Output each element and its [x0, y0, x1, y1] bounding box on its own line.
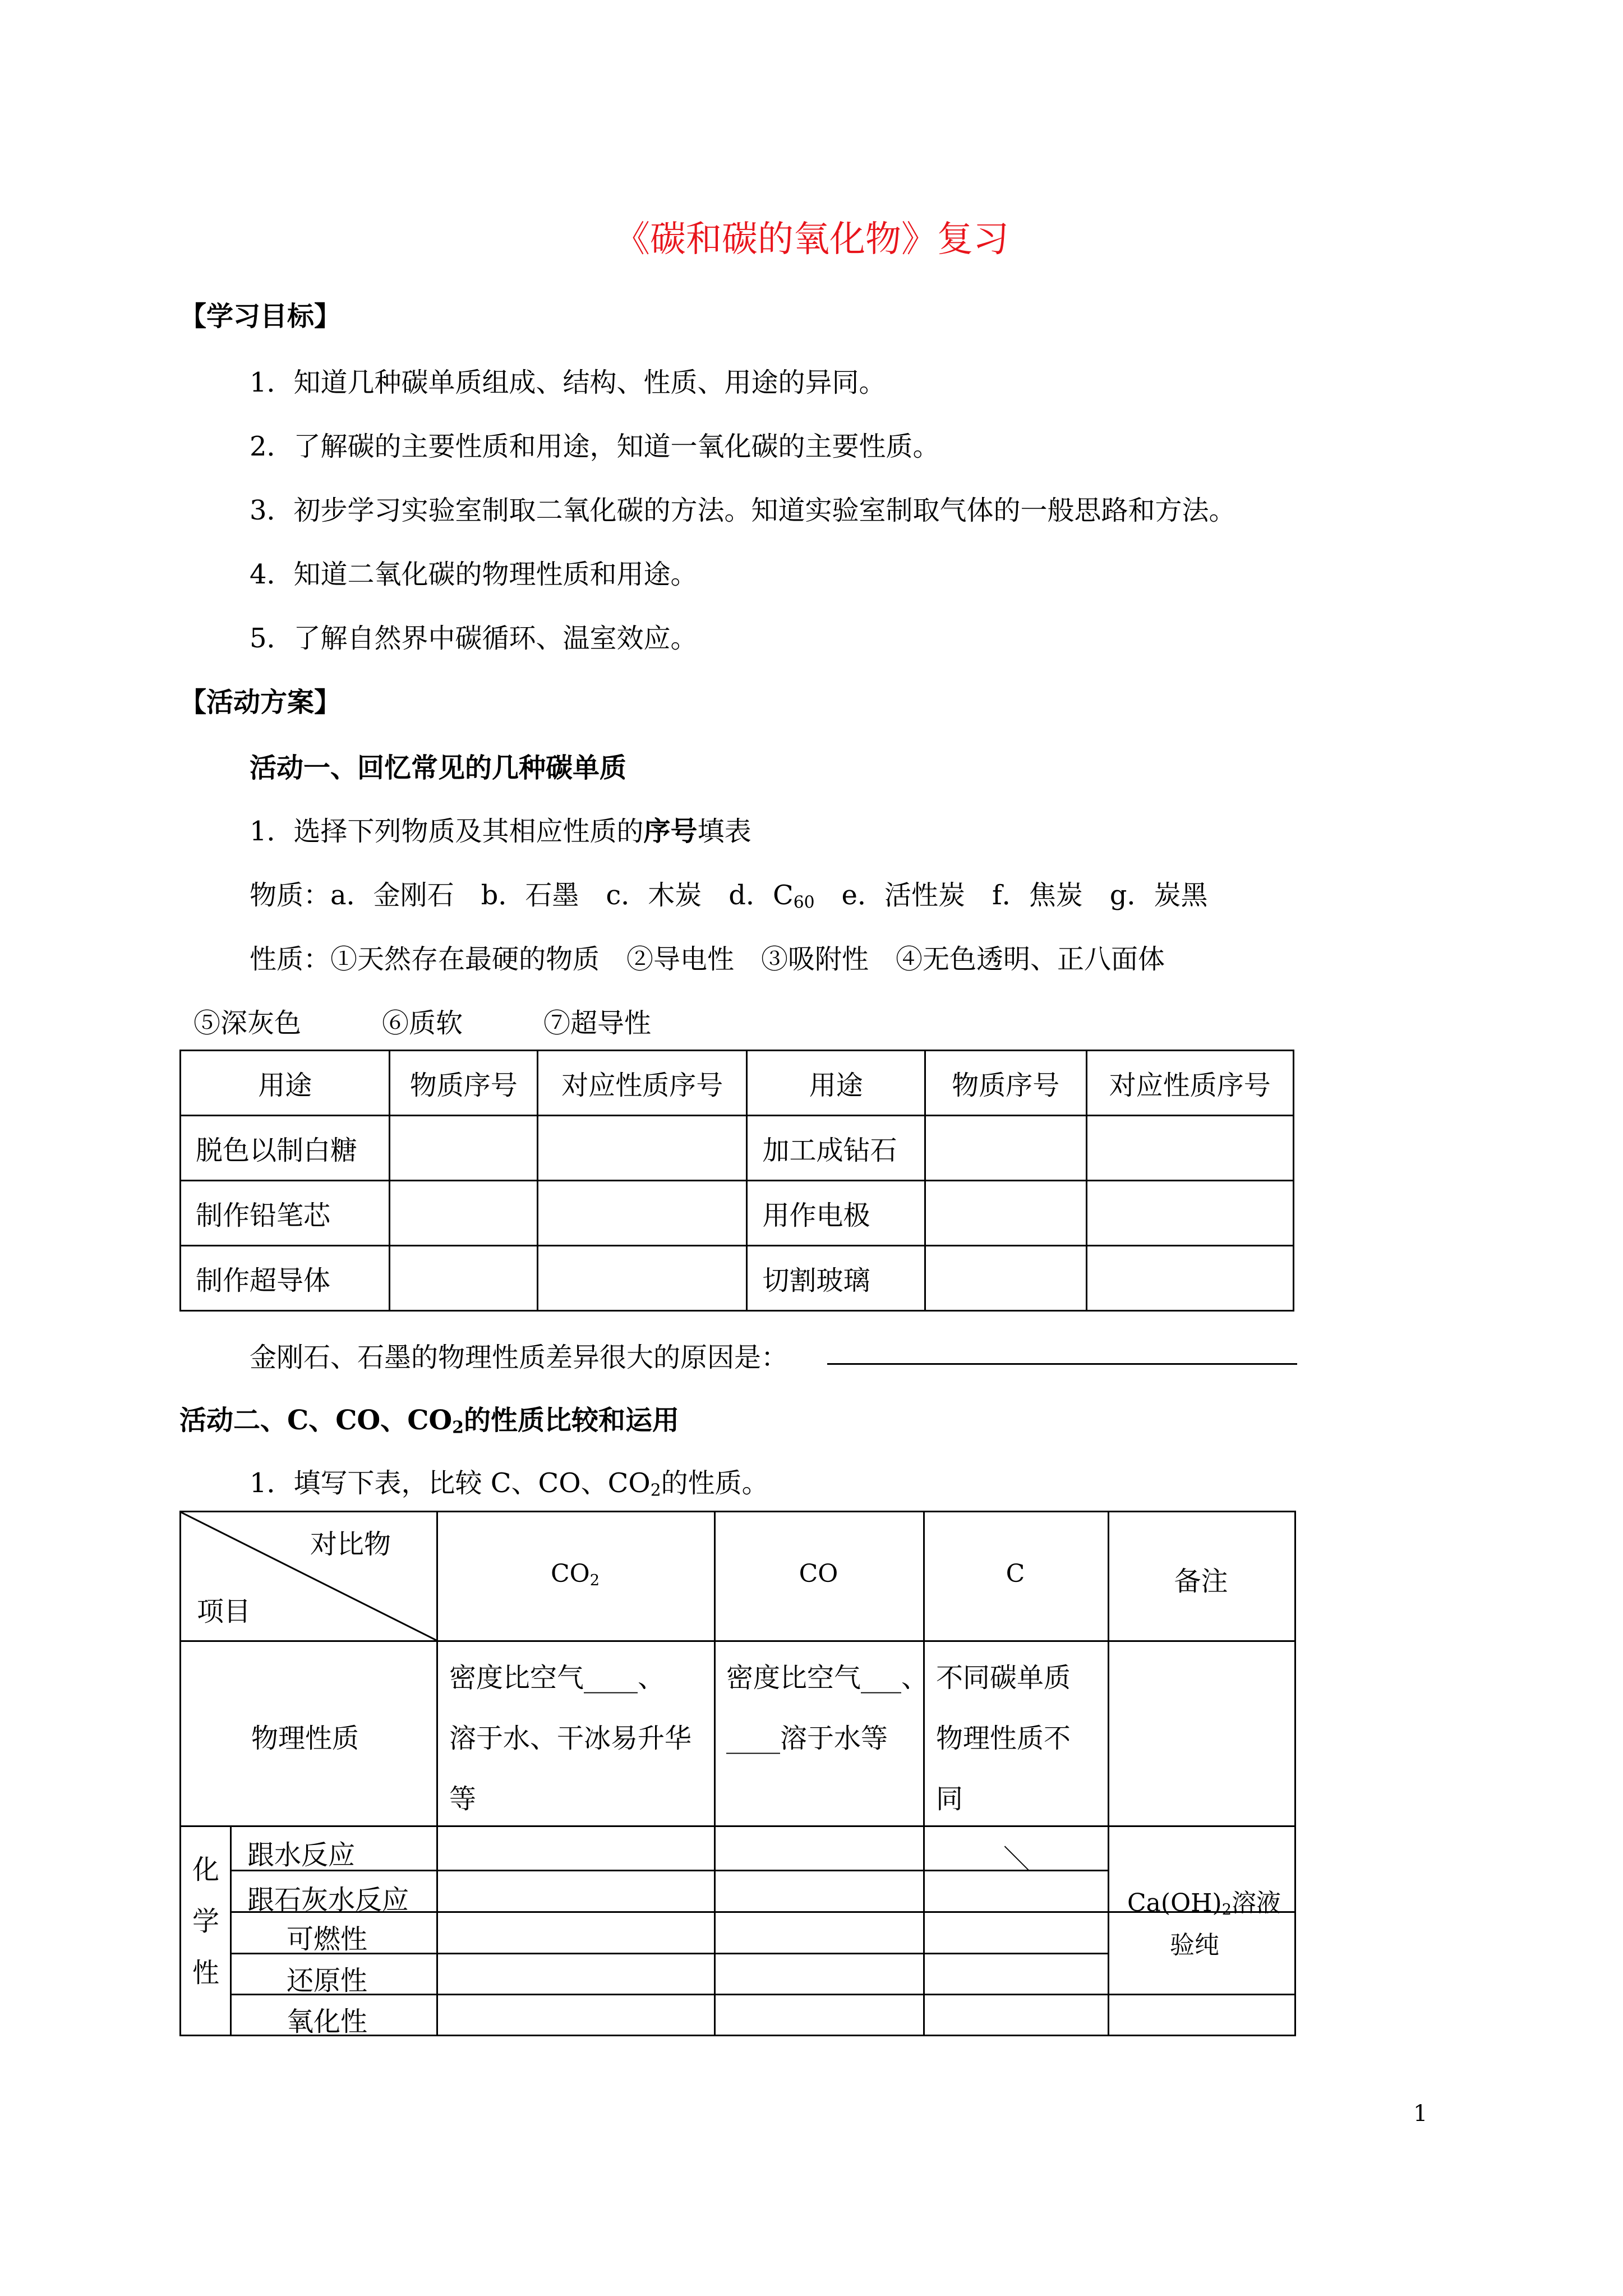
chemical-row-label: 还原性 — [287, 1965, 368, 1996]
header-property-no: 对应性质序号 — [1086, 1051, 1293, 1116]
carbon-usage-table — [179, 1050, 1294, 1312]
comparison-table — [179, 1511, 1296, 2036]
activity1-question1 — [250, 809, 751, 848]
answer-cell[interactable] — [1086, 1116, 1293, 1181]
header-substance-no: 物质序号 — [925, 1051, 1086, 1116]
physical-co2-line: 密度比空气____、 — [449, 1662, 665, 1694]
header-use: 用途 — [181, 1051, 390, 1116]
properties-line-2: ⑤深灰色 ⑥质软 ⑦超导性 — [193, 1007, 652, 1039]
grid-line — [714, 1512, 716, 2035]
question1-bold: 序号 — [643, 816, 698, 847]
substances-prefix: 物质：a．金刚石 b．石墨 c．木炭 d．C — [250, 880, 794, 911]
activity2-question1 — [250, 1461, 769, 1501]
activity2-heading-prefix: 活动二、C、CO、CO — [179, 1405, 453, 1436]
note-limewater-prefix: Ca(OH) — [1127, 1889, 1222, 1917]
activity2-question1-subscript: 2 — [650, 1480, 661, 1501]
chemical-row-label: 跟水反应 — [247, 1839, 356, 1871]
reason-question: 金刚石、石墨的物理性质差异很大的原因是： — [250, 1342, 789, 1373]
answer-cell[interactable] — [925, 1116, 1086, 1181]
answer-cell[interactable] — [1086, 1181, 1293, 1246]
header-project: 项目 — [197, 1596, 251, 1627]
goal-item: 4．知道二氧化碳的物理性质和用途。 — [250, 559, 698, 590]
goal-item: 3．初步学习实验室制取二氧化碳的方法。知道实验室制取气体的一般思路和方法。 — [250, 495, 1236, 526]
goal-item: 2．了解碳的主要性质和用途，知道一氧化碳的主要性质。 — [250, 431, 940, 462]
chemical-label-char: 性 — [192, 1957, 220, 1989]
section-heading-plan: 【活动方案】 — [179, 687, 342, 718]
header-c: C — [1006, 1559, 1025, 1588]
physical-co-line: 密度比空气___、 — [726, 1662, 929, 1694]
header-compare-items: 对比物 — [310, 1529, 391, 1560]
activity2-heading-subscript: 2 — [452, 1418, 464, 1438]
question1-prefix: 1．选择下列物质及其相应性质的 — [250, 816, 644, 847]
physical-c-line: 不同碳单质 — [936, 1662, 1071, 1694]
note-limewater — [1127, 1883, 1281, 1918]
table-header-row — [181, 1051, 1294, 1116]
goal-item: 1．知道几种碳单质组成、结构、性质、用途的异同。 — [250, 367, 886, 398]
grid-line — [230, 1994, 1294, 1995]
physical-co2-line: 等 — [449, 1783, 477, 1815]
header-use: 用途 — [747, 1051, 925, 1116]
chemical-row-label: 可燃性 — [287, 1924, 368, 1955]
grid-line — [230, 1825, 232, 2035]
answer-cell[interactable] — [1086, 1246, 1293, 1311]
chemical-row-label: 氧化性 — [287, 2006, 368, 2037]
answer-cell[interactable] — [538, 1246, 747, 1311]
table-row — [181, 1181, 1294, 1246]
question1-suffix: 填表 — [697, 816, 751, 847]
grid-line — [230, 1870, 1108, 1871]
answer-cell[interactable] — [925, 1246, 1086, 1311]
use-cell: 切割玻璃 — [747, 1246, 925, 1311]
page-title: 《碳和碳的氧化物》复习 — [614, 219, 1009, 260]
use-cell: 制作超导体 — [181, 1246, 390, 1311]
section-heading-goals: 【学习目标】 — [179, 301, 342, 332]
header-substance-no: 物质序号 — [390, 1051, 538, 1116]
physical-co-line: ____溶于水等 — [726, 1723, 888, 1754]
physical-c-line: 同 — [936, 1783, 963, 1815]
answer-cell[interactable] — [390, 1181, 538, 1246]
note-limewater-suffix: 溶液 — [1232, 1889, 1281, 1917]
chemical-label-char: 化 — [192, 1854, 220, 1885]
physical-property-label: 物理性质 — [251, 1723, 359, 1754]
table-row — [181, 1246, 1294, 1311]
answer-cell[interactable] — [538, 1181, 747, 1246]
answer-cell[interactable] — [390, 1246, 538, 1311]
goal-item: 5．了解自然界中碳循环、温室效应。 — [250, 623, 698, 654]
use-cell: 加工成钻石 — [747, 1116, 925, 1181]
note-purity-test: 验纯 — [1170, 1931, 1219, 1959]
use-cell: 用作电极 — [747, 1181, 925, 1246]
grid-line — [923, 1512, 925, 2035]
physical-co2-line: 溶于水、干冰易升华 — [449, 1723, 692, 1754]
activity2-heading-suffix: 的性质比较和运用 — [463, 1405, 679, 1436]
grid-line — [181, 1825, 1294, 1827]
chemical-row-label: 跟石灰水反应 — [247, 1884, 409, 1916]
physical-c-line: 物理性质不 — [936, 1723, 1071, 1754]
activity2-heading — [179, 1398, 679, 1438]
activity2-question1-suffix: 的性质。 — [661, 1467, 769, 1499]
grid-line — [436, 1512, 438, 2035]
table-row — [181, 1116, 1294, 1181]
grid-line — [181, 1640, 1294, 1642]
activity1-heading: 活动一、回忆常见的几种碳单质 — [250, 752, 627, 784]
substances-suffix: e．活性炭 f．焦炭 g．炭黑 — [814, 880, 1208, 911]
page-number: 1 — [1413, 2101, 1428, 2127]
substances-subscript: 60 — [793, 892, 815, 913]
answer-cell[interactable] — [925, 1181, 1086, 1246]
header-co2-subscript: 2 — [589, 1572, 600, 1589]
header-co2 — [436, 1559, 714, 1589]
header-note: 备注 — [1174, 1566, 1228, 1597]
chemical-label-char: 学 — [192, 1906, 220, 1937]
answer-cell[interactable] — [390, 1116, 538, 1181]
substances-line — [250, 873, 1207, 913]
header-co2-text: CO — [550, 1559, 590, 1588]
use-cell: 脱色以制白糖 — [181, 1116, 390, 1181]
activity2-question1-prefix: 1．填写下表，比较 C、CO、CO — [250, 1467, 651, 1499]
note-limewater-subscript: 2 — [1221, 1901, 1232, 1918]
properties-line-1: 性质：①天然存在最硬的物质 ②导电性 ③吸附性 ④无色透明、正八面体 — [250, 944, 1165, 975]
answer-blank-line[interactable] — [827, 1363, 1297, 1365]
answer-cell[interactable] — [538, 1116, 747, 1181]
header-property-no: 对应性质序号 — [538, 1051, 747, 1116]
header-co: CO — [799, 1559, 838, 1588]
not-applicable-mark: ＼ — [1003, 1844, 1031, 1875]
use-cell: 制作铅笔芯 — [181, 1181, 390, 1246]
